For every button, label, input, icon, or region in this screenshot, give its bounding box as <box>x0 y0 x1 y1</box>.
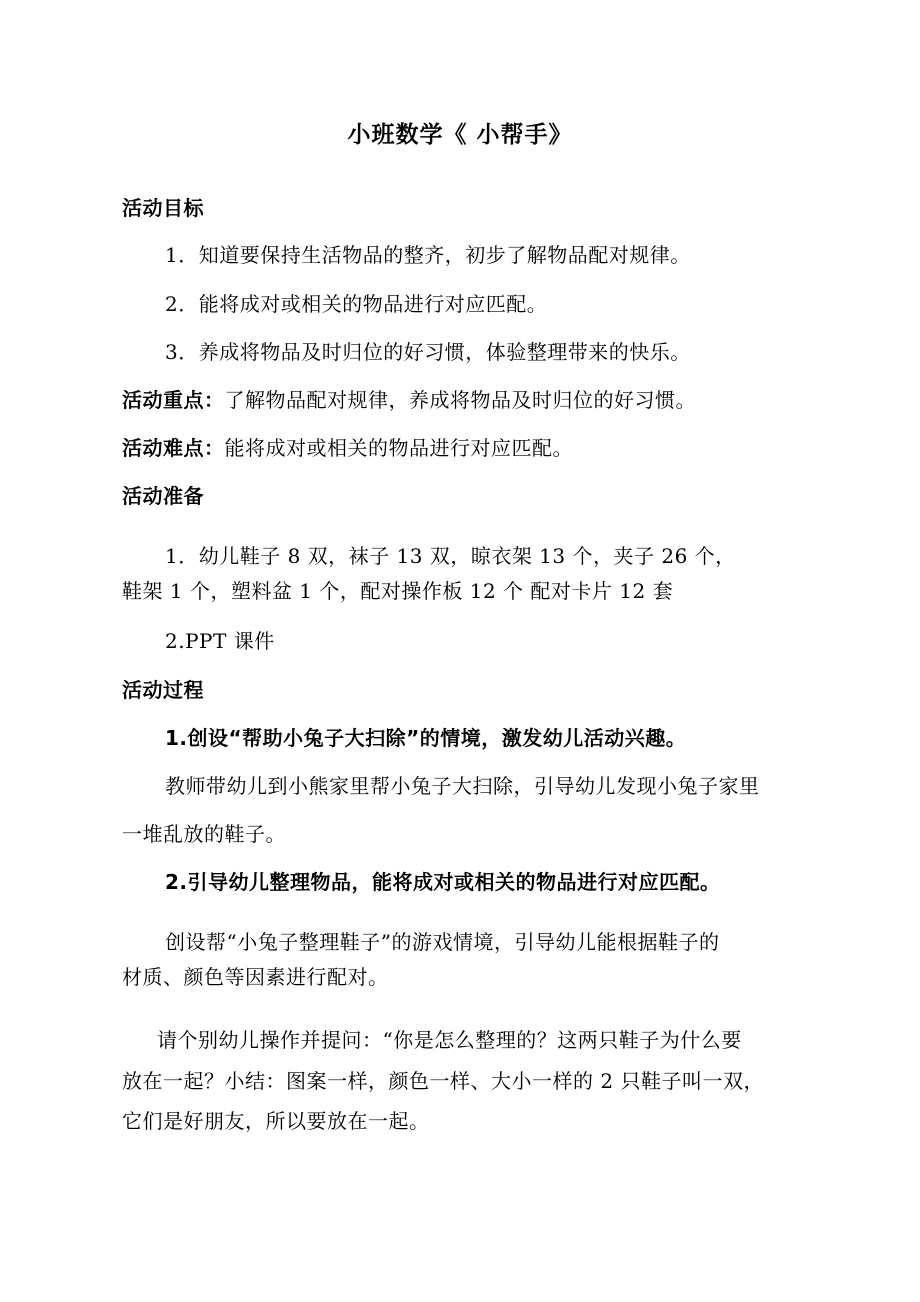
process-step-2-line-2: 材质、颜色等因素进行配对。 <box>122 965 389 989</box>
preparation-item-1-line-1: 1．幼儿鞋子 8 双，袜子 13 双，晾衣架 13 个，夹子 26 个， <box>165 544 736 568</box>
goal-item-2: 2．能将成对或相关的物品进行对应匹配。 <box>165 292 548 316</box>
key-point-text: 了解物品配对规律，养成将物品及时归位的好习惯。 <box>224 388 696 412</box>
process-step-2-line-1: 创设帮“小兔子整理鞋子”的游戏情境，引导幼儿能根据鞋子的 <box>165 930 720 954</box>
process-step-1-line-1: 教师带幼儿到小熊家里帮小兔子大扫除，引导幼儿发现小兔子家里 <box>165 774 760 798</box>
difficulty-row <box>122 433 573 463</box>
key-point-row <box>122 385 696 415</box>
preparation-item-1-line-2: 鞋架 1 个，塑料盆 1 个，配对操作板 12 个 配对卡片 12 套 <box>122 579 674 603</box>
preparation-heading: 活动准备 <box>122 484 204 508</box>
goal-item-1: 1．知道要保持生活物品的整齐，初步了解物品配对规律。 <box>165 243 691 267</box>
process-step-1-title: 1.创设“帮助小兔子大扫除”的情境，激发幼儿活动兴趣。 <box>165 726 687 750</box>
process-heading: 活动过程 <box>122 678 204 702</box>
goal-item-3: 3．养成将物品及时归位的好习惯，体验整理带来的快乐。 <box>165 340 691 364</box>
process-step-2-para-2-line-3: 它们是好朋友，所以要放在一起。 <box>122 1109 430 1133</box>
key-point-label: 活动重点： <box>122 388 225 412</box>
difficulty-text: 能将成对或相关的物品进行对应匹配。 <box>224 436 573 460</box>
document-title: 小班数学《 小帮手》 <box>347 122 573 148</box>
process-step-2-title: 2.引导幼儿整理物品，能将成对或相关的物品进行对应匹配。 <box>165 870 721 894</box>
process-step-1-line-2: 一堆乱放的鞋子。 <box>122 822 286 846</box>
process-step-2-para-2-line-2: 放在一起？小结：图案一样，颜色一样、大小一样的 2 只鞋子叫一双， <box>122 1069 764 1093</box>
difficulty-label: 活动难点： <box>122 436 225 460</box>
goals-heading: 活动目标 <box>122 196 204 220</box>
process-step-2-para-2-line-1: 请个别幼儿操作并提问：“你是怎么整理的？这两只鞋子为什么要 <box>157 1028 742 1052</box>
preparation-item-2: 2.PPT 课件 <box>165 629 275 653</box>
